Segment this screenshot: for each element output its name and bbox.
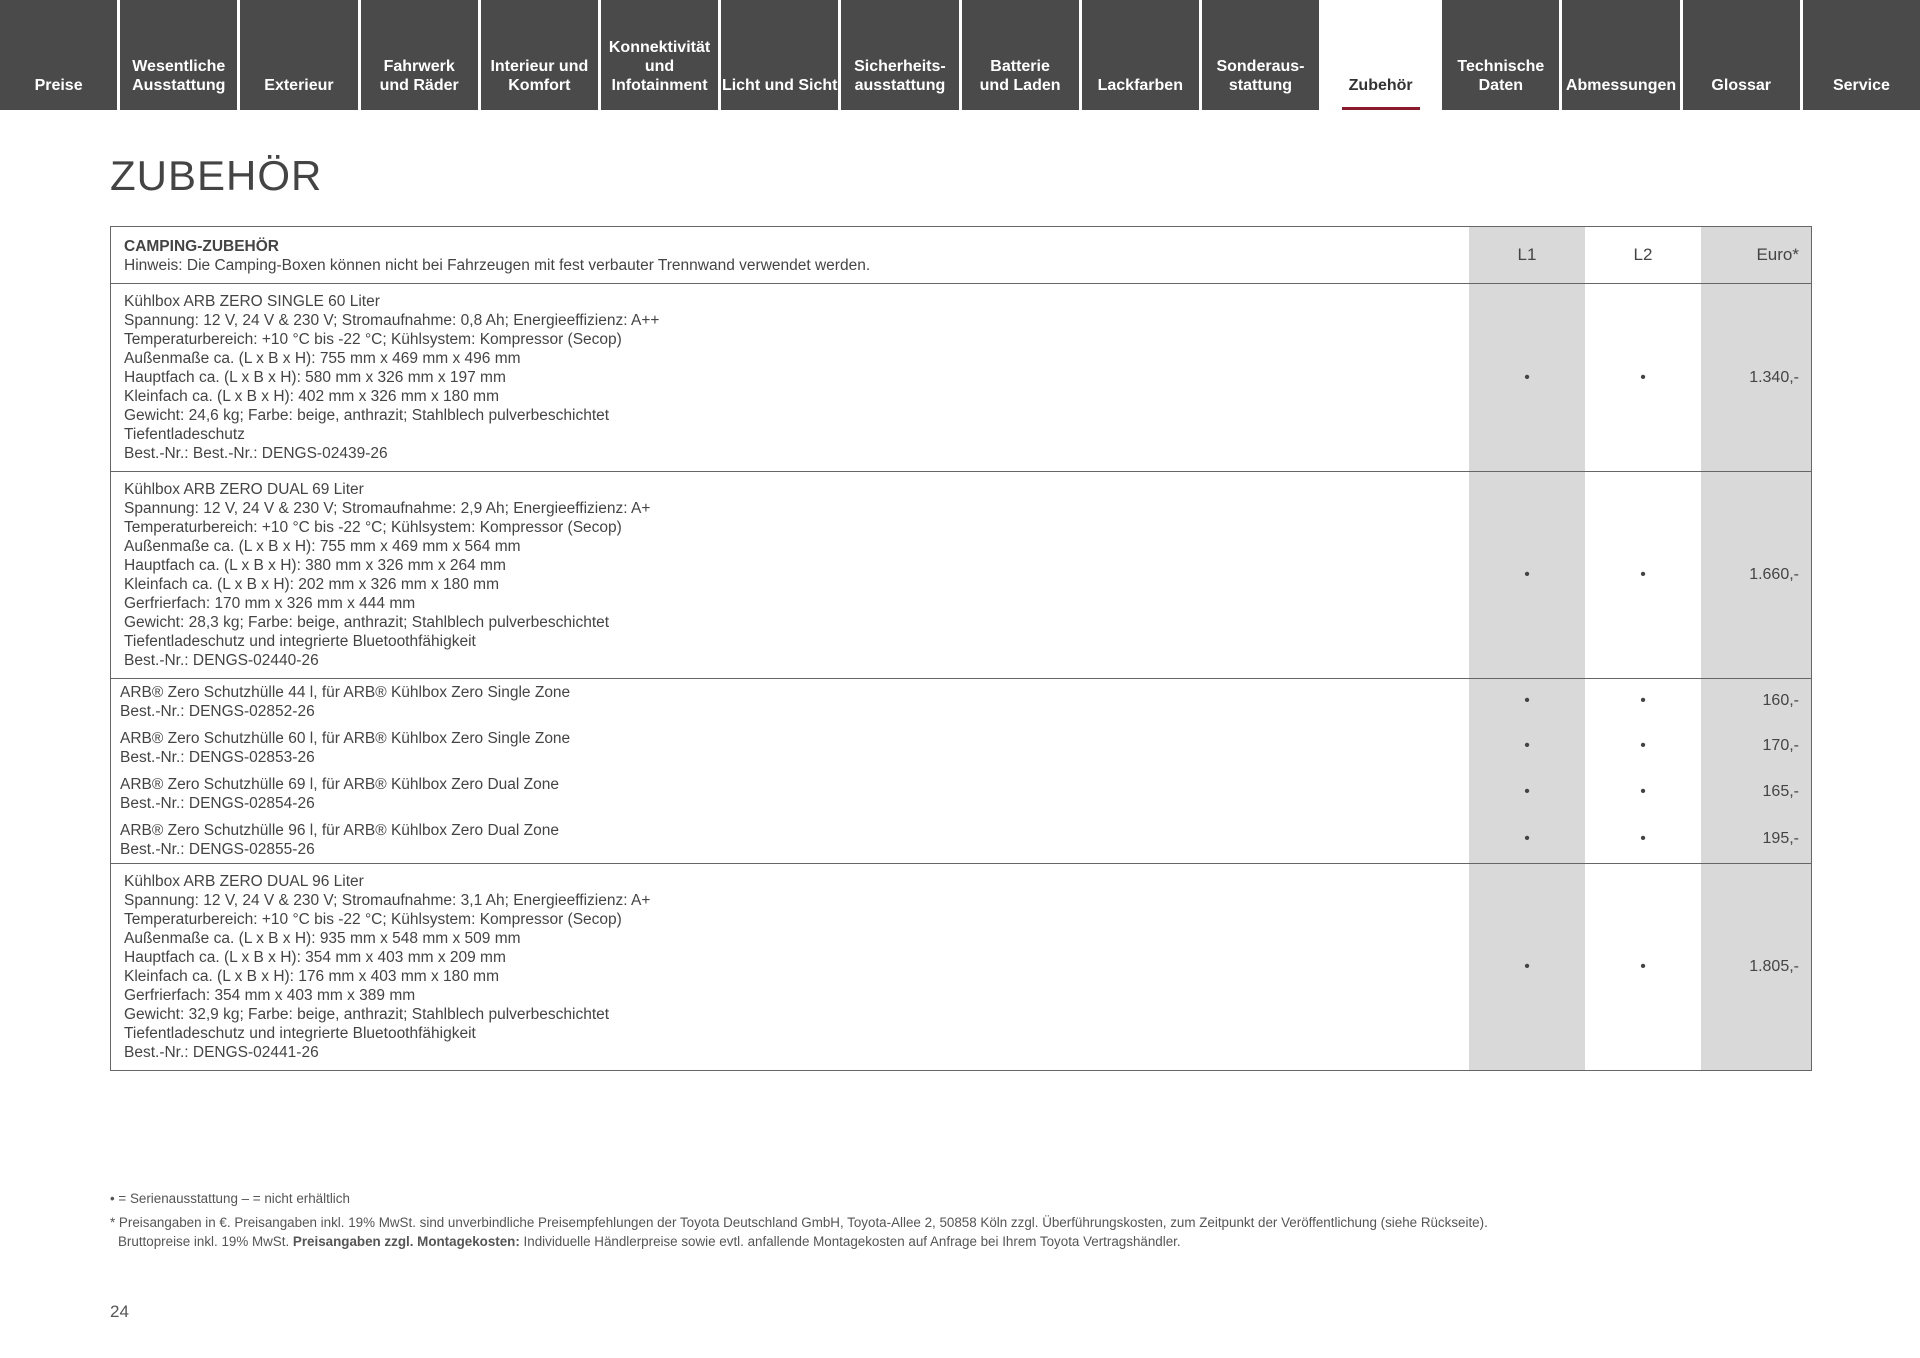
description-line: Best.-Nr.: DENGS-02855-26	[120, 841, 315, 858]
l1-availability: •	[1469, 723, 1585, 769]
tab-sicherheits-ausstattung[interactable]: Sicherheits- ausstattung	[841, 0, 958, 110]
price: 1.805,-	[1701, 864, 1811, 1070]
footnote-line-2	[110, 1232, 1488, 1251]
tab-exterieur[interactable]: Exterieur	[240, 0, 357, 110]
table-row-group	[111, 863, 1811, 1070]
tab-zubehör[interactable]: Zubehör	[1322, 0, 1439, 110]
description-line: Best.-Nr.: DENGS-02441-26	[124, 1044, 319, 1061]
tab-batterie-und-laden[interactable]: Batterie und Laden	[962, 0, 1079, 110]
l1-availability: •	[1469, 679, 1585, 723]
tab-fahrwerk-und-räder[interactable]: Fahrwerk und Räder	[361, 0, 478, 110]
tab-sonderaus-stattung[interactable]: Sonderaus- stattung	[1202, 0, 1319, 110]
tab-licht-und-sicht[interactable]: Licht und Sicht	[721, 0, 838, 110]
price: 195,-	[1701, 815, 1811, 863]
description-line: Kühlbox ARB ZERO DUAL 96 Liter	[124, 873, 364, 890]
description-line: Außenmaße ca. (L x B x H): 935 mm x 548 mm x 509 mm	[124, 930, 521, 947]
description-line: ARB® Zero Schutzhülle 44 l, für ARB® Kühlbox Zero Single Zone	[120, 684, 571, 701]
item-description	[111, 769, 1469, 815]
description-line: Gerfrierfach: 170 mm x 326 mm x 444 mm	[124, 595, 416, 612]
item-description	[111, 723, 1469, 769]
price: 1.660,-	[1701, 472, 1811, 678]
section-heading: CAMPING-ZUBEHÖR	[124, 238, 279, 255]
legend: • = Serienausstattung – = nicht erhältlich	[110, 1191, 350, 1206]
description-line: Best.-Nr.: Best.-Nr.: DENGS-02439-26	[124, 445, 388, 462]
footnote-text: Individuelle Händlerpreise sowie evtl. anfallende Montagekosten auf Anfrage bei Ihrem Toyota Vertragshändler.	[519, 1234, 1181, 1249]
table-row-group	[111, 471, 1811, 678]
footnote-text: Bruttopreise inkl. 19% MwSt.	[118, 1234, 293, 1249]
description-line: Kleinfach ca. (L x B x H): 402 mm x 326 mm x 180 mm	[124, 388, 499, 405]
table-row-group	[111, 283, 1811, 471]
description-line: Hauptfach ca. (L x B x H): 354 mm x 403 mm x 209 mm	[124, 949, 506, 966]
tab-interieur-und-komfort[interactable]: Interieur und Komfort	[481, 0, 598, 110]
l2-availability: •	[1640, 368, 1646, 386]
page-number: 24	[110, 1302, 129, 1321]
description-line: Temperaturbereich: +10 °C bis -22 °C; Kühlsystem: Kompressor (Secop)	[124, 911, 622, 928]
price: 170,-	[1701, 723, 1811, 769]
description-line: Gerfrierfach: 354 mm x 403 mm x 389 mm	[124, 987, 416, 1004]
description-line: Spannung: 12 V, 24 V & 230 V; Stromaufnahme: 2,9 Ah; Energieeffizienz: A+	[124, 500, 651, 517]
l2-availability: •	[1640, 830, 1646, 847]
table-header	[111, 227, 1811, 283]
page-title: ZUBEHÖR	[110, 152, 323, 199]
description-line: Best.-Nr.: DENGS-02854-26	[120, 795, 315, 812]
description-line: Kühlbox ARB ZERO SINGLE 60 Liter	[124, 293, 380, 310]
description-line: Hauptfach ca. (L x B x H): 380 mm x 326 mm x 264 mm	[124, 557, 506, 574]
tab-abmessungen[interactable]: Abmessungen	[1562, 0, 1679, 110]
description-line: Spannung: 12 V, 24 V & 230 V; Stromaufnahme: 0,8 Ah; Energieeffizienz: A++	[124, 312, 660, 329]
price: 160,-	[1701, 679, 1811, 723]
description-line: Best.-Nr.: DENGS-02440-26	[124, 652, 319, 669]
description-line: Tiefentladeschutz	[124, 426, 245, 443]
table-row	[111, 679, 1811, 723]
table-row	[111, 472, 1811, 678]
table-row	[111, 864, 1811, 1070]
l1-availability: •	[1469, 864, 1585, 1070]
tab-lackfarben[interactable]: Lackfarben	[1082, 0, 1199, 110]
l1-availability: •	[1469, 815, 1585, 863]
description-line: ARB® Zero Schutzhülle 69 l, für ARB® Kühlbox Zero Dual Zone	[120, 776, 559, 793]
l2-availability: •	[1640, 692, 1646, 709]
description-line: Temperaturbereich: +10 °C bis -22 °C; Kühlsystem: Kompressor (Secop)	[124, 331, 622, 348]
description-line: Gewicht: 32,9 kg; Farbe: beige, anthrazit; Stahlblech pulverbeschichtet	[124, 1006, 610, 1023]
footnote	[110, 1213, 1488, 1251]
col-header-euro: Euro*	[1701, 227, 1811, 283]
price: 1.340,-	[1701, 284, 1811, 471]
table-row	[111, 723, 1811, 769]
description-line: Gewicht: 24,6 kg; Farbe: beige, anthrazit; Stahlblech pulverbeschichtet	[124, 407, 610, 424]
tab-technische-daten[interactable]: Technische Daten	[1442, 0, 1559, 110]
item-description	[111, 679, 1469, 723]
footnote-line-1: * Preisangaben in €. Preisangaben inkl. 19% MwSt. sind unverbindliche Preisempfehlungen der Toyota Deutschland GmbH, Toyota-Allee 2, 50858 Köln zzgl. Überführungskosten, zum Zeitpunkt der Veröffentlichung (siehe Rückseite).	[110, 1215, 1488, 1230]
description-line: Kühlbox ARB ZERO DUAL 69 Liter	[124, 481, 364, 498]
item-description	[111, 864, 1469, 1070]
description-line: Hauptfach ca. (L x B x H): 580 mm x 326 mm x 197 mm	[124, 369, 506, 386]
col-header-l2: L2	[1633, 245, 1653, 264]
description-line: Gewicht: 28,3 kg; Farbe: beige, anthrazit; Stahlblech pulverbeschichtet	[124, 614, 610, 631]
l2-availability: •	[1640, 566, 1646, 583]
description-line: Best.-Nr.: DENGS-02853-26	[120, 749, 315, 766]
description-line: Best.-Nr.: DENGS-02852-26	[120, 703, 315, 720]
item-description	[111, 284, 1469, 471]
description-line: Kleinfach ca. (L x B x H): 202 mm x 326 mm x 180 mm	[124, 576, 499, 593]
footnote-bold: Preisangaben zzgl. Montagekosten:	[292, 1234, 520, 1249]
tab-service[interactable]: Service	[1803, 0, 1920, 110]
description-line: Spannung: 12 V, 24 V & 230 V; Stromaufnahme: 3,1 Ah; Energieeffizienz: A+	[124, 892, 651, 909]
price: 165,-	[1701, 769, 1811, 815]
item-description	[111, 815, 1469, 863]
l2-availability: •	[1640, 737, 1646, 754]
table-row-group	[111, 678, 1811, 863]
description-line: Kleinfach ca. (L x B x H): 176 mm x 403 mm x 180 mm	[124, 968, 499, 985]
l2-availability: •	[1640, 958, 1646, 975]
item-description	[111, 472, 1469, 678]
l1-availability: •	[1469, 769, 1585, 815]
l2-availability: •	[1640, 783, 1646, 800]
accessories-table	[110, 226, 1812, 1071]
description-line: Außenmaße ca. (L x B x H): 755 mm x 469 mm x 496 mm	[124, 350, 521, 367]
l1-availability: •	[1469, 284, 1585, 471]
description-line: Temperaturbereich: +10 °C bis -22 °C; Kühlsystem: Kompressor (Secop)	[124, 519, 622, 536]
section-note: Hinweis: Die Camping-Boxen können nicht bei Fahrzeugen mit fest verbauter Trennwand verwendet werden.	[124, 257, 871, 274]
tab-preise[interactable]: Preise	[0, 0, 117, 110]
table-row	[111, 284, 1811, 471]
description-line: ARB® Zero Schutzhülle 60 l, für ARB® Kühlbox Zero Single Zone	[120, 730, 571, 747]
table-row	[111, 815, 1811, 863]
table-row	[111, 769, 1811, 815]
tab-wesentliche-ausstattung[interactable]: Wesentliche Ausstattung	[120, 0, 237, 110]
description-line: ARB® Zero Schutzhülle 96 l, für ARB® Kühlbox Zero Dual Zone	[120, 822, 559, 839]
section-nav	[0, 0, 1920, 110]
tab-glossar[interactable]: Glossar	[1683, 0, 1800, 110]
l1-availability: •	[1469, 472, 1585, 678]
tab-konnektivität-und-infotainment[interactable]: Konnektivität und Infotainment	[601, 0, 718, 110]
description-line: Tiefentladeschutz und integrierte Bluetoothfähigkeit	[124, 633, 476, 650]
description-line: Tiefentladeschutz und integrierte Bluetoothfähigkeit	[124, 1025, 476, 1042]
col-header-l1: L1	[1469, 227, 1585, 283]
description-line: Außenmaße ca. (L x B x H): 755 mm x 469 mm x 564 mm	[124, 538, 521, 555]
